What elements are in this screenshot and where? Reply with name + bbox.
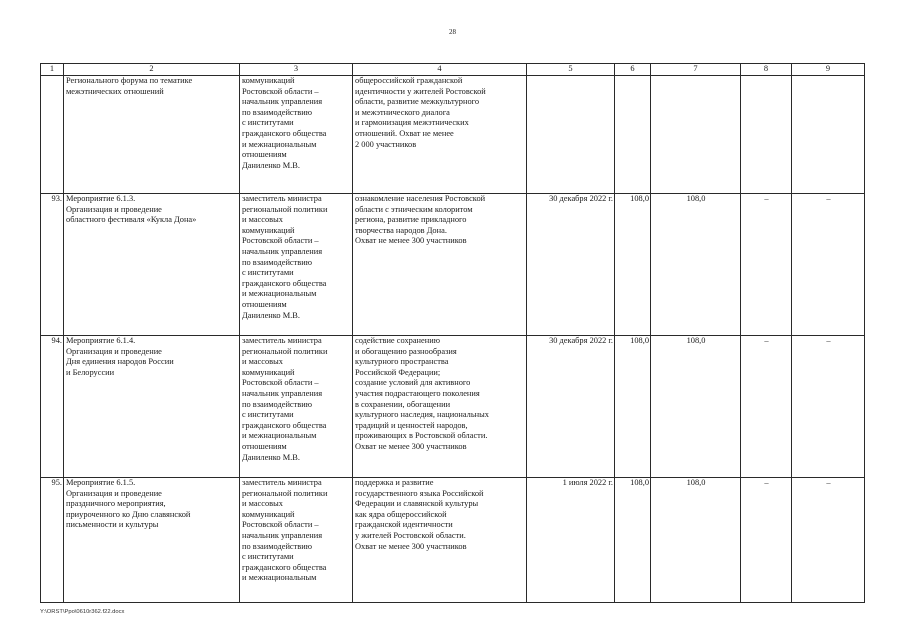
funding-other: – bbox=[792, 194, 865, 336]
event-name: Мероприятие 6.1.5. Организация и проведение праздничного мероприятия, приуроченного ко Дню славянской письменности и культуры bbox=[64, 478, 240, 603]
header-col-6: 6 bbox=[615, 64, 651, 76]
funding-total: 108,0 bbox=[615, 194, 651, 336]
table-row bbox=[41, 478, 865, 603]
table-row bbox=[41, 76, 865, 194]
responsible-executor: коммуникаций Ростовской области – начальник управления по взаимодействию с институтами гражданского общества и межнациональным отношениям Даниленко М.В. bbox=[240, 76, 353, 194]
funding-regional: 108,0 bbox=[651, 194, 741, 336]
funding-federal: – bbox=[741, 194, 792, 336]
program-table bbox=[40, 63, 865, 603]
table-row bbox=[41, 194, 865, 336]
responsible-executor: заместитель министра региональной политики и массовых коммуникаций Ростовской области – начальник управления по взаимодействию с институтами гражданского общества и межнациональным bbox=[240, 478, 353, 603]
header-col-4: 4 bbox=[353, 64, 527, 76]
funding-federal: – bbox=[741, 336, 792, 478]
header-col-7: 7 bbox=[651, 64, 741, 76]
deadline: 30 декабря 2022 г. bbox=[527, 336, 615, 478]
event-name: Мероприятие 6.1.3. Организация и проведение областного фестиваля «Кукла Дона» bbox=[64, 194, 240, 336]
page-number: 28 bbox=[449, 28, 456, 36]
row-number: 94. bbox=[41, 336, 64, 478]
event-name: Мероприятие 6.1.4. Организация и проведение Дня единения народов России и Белоруссии bbox=[64, 336, 240, 478]
expected-result: поддержка и развитие государственного языка Российской Федерации и славянской культуры как ядра общероссийской гражданской идентичности у жителей Ростовской области. Охват не менее 300 участников bbox=[353, 478, 527, 603]
header-col-9: 9 bbox=[792, 64, 865, 76]
deadline: 30 декабря 2022 г. bbox=[527, 194, 615, 336]
expected-result: содействие сохранению и обогащению разнообразия культурного пространства Российской Федерации; создание условий для активного участия подрастающего поколения в сохранении, обогащении культурного наследия, национальных традиций и ценностей народов, проживающих в Ростовской области. Охват не менее 300 участников bbox=[353, 336, 527, 478]
table-row bbox=[41, 336, 865, 478]
funding-total: 108,0 bbox=[615, 336, 651, 478]
funding-federal: – bbox=[741, 478, 792, 603]
expected-result: ознакомление населения Ростовской области с этническим колоритом региона, развитие прикладного творчества народов Дона. Охват не менее 300 участников bbox=[353, 194, 527, 336]
expected-result: общероссийской гражданской идентичности у жителей Ростовской области, развитие межкультурного и межэтнического диалога и гармонизация межэтнических отношений. Охват не менее 2 000 участников bbox=[353, 76, 527, 194]
funding-regional: 108,0 bbox=[651, 478, 741, 603]
header-col-8: 8 bbox=[741, 64, 792, 76]
funding-total bbox=[615, 76, 651, 194]
funding-regional: 108,0 bbox=[651, 336, 741, 478]
responsible-executor: заместитель министра региональной политики и массовых коммуникаций Ростовской области – начальник управления по взаимодействию с институтами гражданского общества и межнациональным отношениям Даниленко М.В. bbox=[240, 336, 353, 478]
deadline: 1 июля 2022 г. bbox=[527, 478, 615, 603]
file-path-footer: Y:\ORST\Ppo\0610r362.f22.docx bbox=[40, 609, 125, 615]
funding-regional bbox=[651, 76, 741, 194]
funding-total: 108,0 bbox=[615, 478, 651, 603]
row-number: 95. bbox=[41, 478, 64, 603]
deadline bbox=[527, 76, 615, 194]
row-number: 93. bbox=[41, 194, 64, 336]
header-col-3: 3 bbox=[240, 64, 353, 76]
funding-other bbox=[792, 76, 865, 194]
header-col-5: 5 bbox=[527, 64, 615, 76]
header-col-2: 2 bbox=[64, 64, 240, 76]
responsible-executor: заместитель министра региональной политики и массовых коммуникаций Ростовской области – начальник управления по взаимодействию с институтами гражданского общества и межнациональным отношениям Даниленко М.В. bbox=[240, 194, 353, 336]
header-row bbox=[41, 64, 865, 76]
funding-federal bbox=[741, 76, 792, 194]
row-number bbox=[41, 76, 64, 194]
funding-other: – bbox=[792, 336, 865, 478]
funding-other: – bbox=[792, 478, 865, 603]
event-name: Регионального форума по тематике межэтнических отношений bbox=[64, 76, 240, 194]
header-col-1: 1 bbox=[41, 64, 64, 76]
